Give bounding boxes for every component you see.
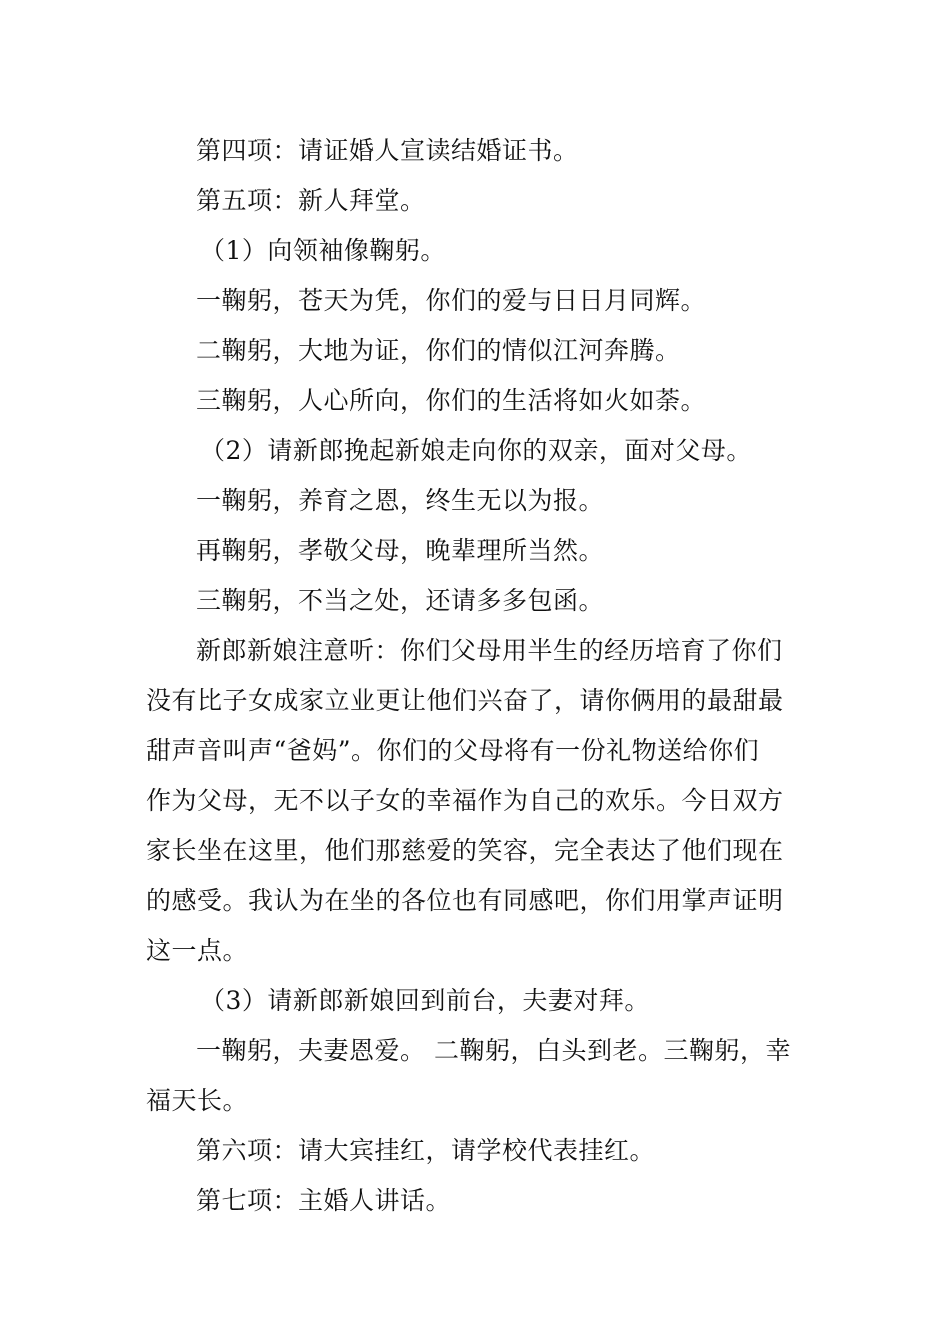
text-line: 的感受。我认为在坐的各位也有同感吧，你们用掌声证明 [146, 886, 784, 915]
text-line: 作为父母，无不以子女的幸福作为自己的欢乐。今日双方 [146, 786, 784, 815]
text-line: 福天长。 [146, 1086, 249, 1115]
text-line: 再鞠躬，孝敬父母，晚辈理所当然。 [196, 536, 605, 565]
text-line: 三鞠躬，人心所向，你们的生活将如火如荼。 [196, 386, 707, 415]
text-line: 第七项：主婚人讲话。 [196, 1186, 452, 1215]
text-line: （3）请新郎新娘回到前台，夫妻对拜。 [200, 986, 650, 1015]
text-line: （2）请新郎挽起新娘走向你的双亲，面对父母。 [200, 436, 752, 465]
text-line: 甜声音叫声“爸妈”。你们的父母将有一份礼物送给你们 [146, 736, 760, 765]
text-line: 一鞠躬，养育之恩，终生无以为报。 [196, 486, 605, 515]
text-line: 这一点。 [146, 936, 249, 965]
document-body [146, 126, 806, 1226]
text-line: （1）向领袖像鞠躬。 [200, 236, 446, 265]
text-line: 第四项：请证婚人宣读结婚证书。 [196, 136, 579, 165]
text-line: 第六项：请大宾挂红，请学校代表挂红。 [196, 1136, 656, 1165]
text-line: 一鞠躬，苍天为凭，你们的爱与日日月同辉。 [196, 286, 707, 315]
text-line: 第五项：新人拜堂。 [196, 186, 426, 215]
text-line: 家长坐在这里，他们那慈爱的笑容，完全表达了他们现在 [146, 836, 784, 865]
text-line: 二鞠躬，大地为证，你们的情似江河奔腾。 [196, 336, 681, 365]
text-line: 新郎新娘注意听：你们父母用半生的经历培育了你们 [196, 636, 783, 665]
text-line: 一鞠躬，夫妻恩爱。 二鞠躬，白头到老。三鞠躬，幸 [196, 1036, 791, 1065]
text-line: 没有比子女成家立业更让他们兴奋了，请你俩用的最甜最 [146, 686, 784, 715]
text-line: 三鞠躬，不当之处，还请多多包函。 [196, 586, 605, 615]
